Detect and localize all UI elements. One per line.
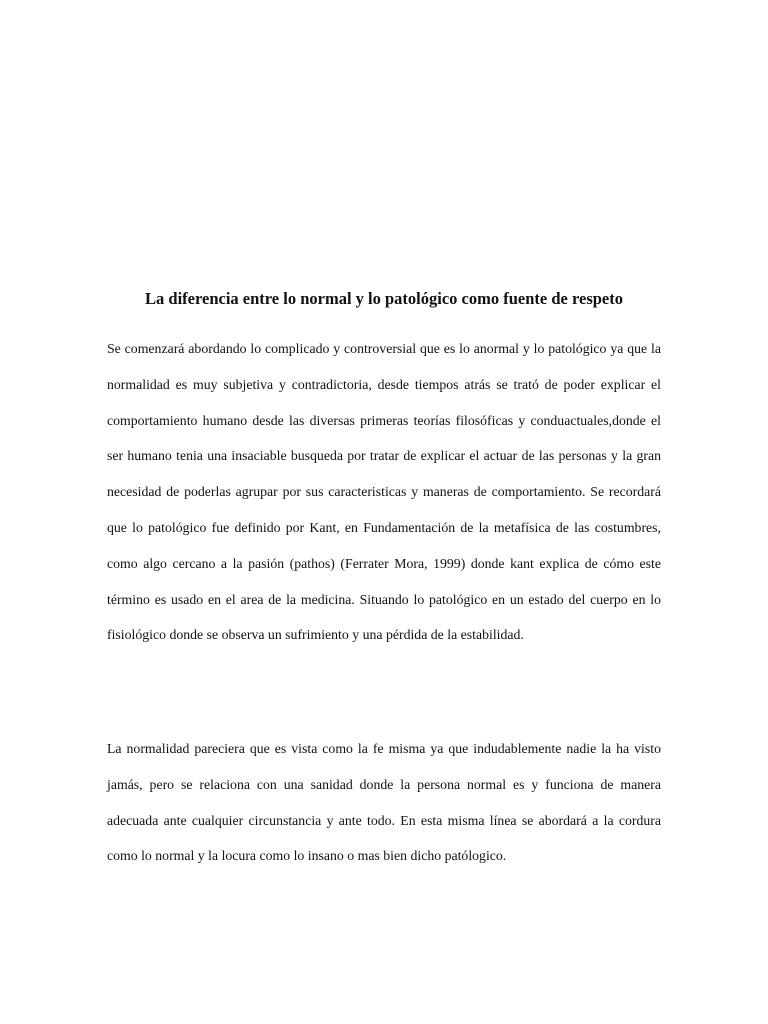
- paragraph-1: Se comenzará abordando lo complicado y controversial que es lo anormal y lo patológico ya que la normalidad es muy subjetiva y contradictoria, desde tiempos atrás se trató de poder explicar el comportamiento humano desde las diversas primeras teorías filosóficas y conduactuales,donde el ser humano tenia una insaciable busqueda por tratar de explicar el actuar de las personas y la gran necesidad de poderlas agrupar por sus caracteristicas y maneras de comportamiento. Se recordará que lo patológico fue definido por Kant, en Fundamentación de la metafísica de las costumbres, como algo cercano a la pasión (pathos) (Ferrater Mora, 1999) donde kant explica de cómo este término es usado en el area de la medicina. Situando lo patológico en un estado del cuerpo en lo fisiológico donde se observa un sufrimiento y una pérdida de la estabilidad.: [107, 341, 661, 643]
- document-title: La diferencia entre lo normal y lo patológico como fuente de respeto: [145, 289, 623, 308]
- paragraph-2: La normalidad pareciera que es vista como la fe misma ya que indudablemente nadie la ha visto jamás, pero se relaciona con una sanidad donde la persona normal es y funciona de manera adecuada ante cualquier circunstancia y ante todo. En esta misma línea se abordará a la cordura como lo normal y la locura como lo insano o mas bien dicho patólogico.: [107, 741, 661, 864]
